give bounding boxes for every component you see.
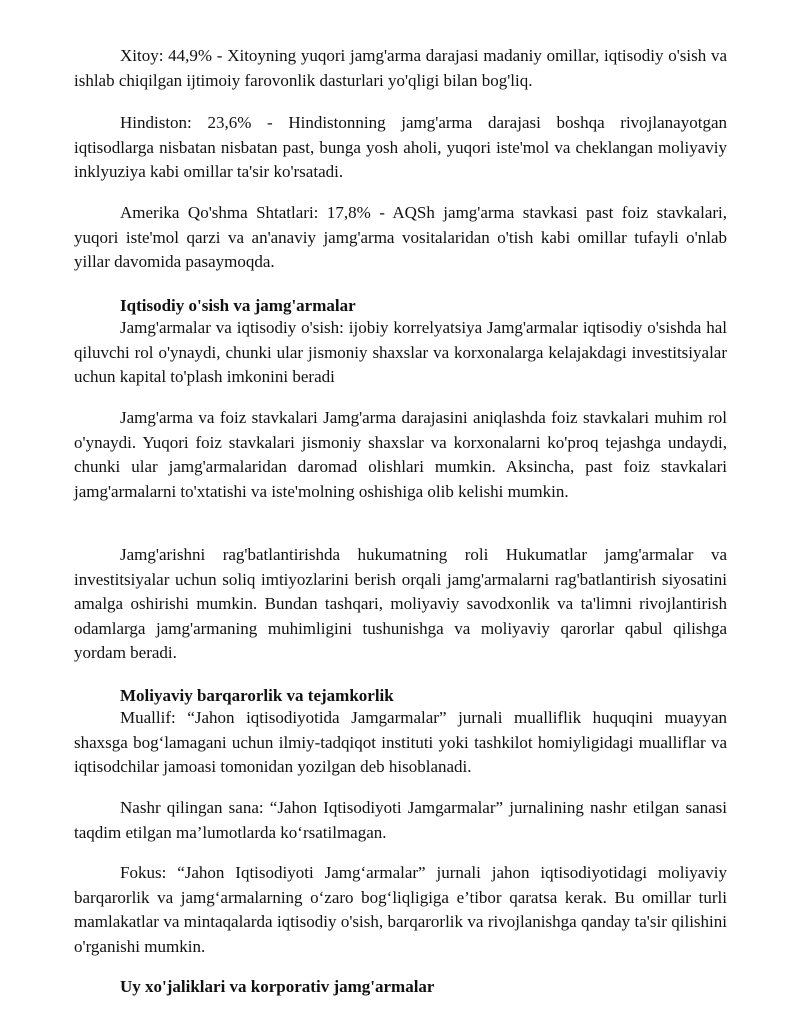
paragraph-focus: Fokus: “Jahon Iqtisodiyoti Jamg‘armalar” jurnali jahon iqtisodiyotidagi moliyaviy barqarorlik va jamg‘armalarning o‘zaro bog‘liqligiga e’tibor qaratsa kerak. Bu omillar turli mamlakatlar va mintaqalarda iqtisodiy o'sish, barqarorlik va rivojlanishga qanday ta'sir qilishini o'rganishi mumkin.	[74, 863, 727, 956]
paragraph-savings-growth: Jamg'armalar va iqtisodiy o'sish: ijobiy korrelyatsiya Jamg'armalar iqtisodiy o'sishda hal qiluvchi rol o'ynaydi, chunki ular jismoniy shaxslar va korxonalarga kelajakdagi investitsiyalar uchun kapital to'plash imkonini beradi	[74, 318, 727, 386]
paragraph-india: Hindiston: 23,6% - Hindistonning jamg'arma darajasi boshqa rivojlanayotgan iqtisodlarga nisbatan nisbatan past, bunga yosh aholi, yuqori iste'mol va cheklangan moliyaviy inklyuziya kabi omillar ta'sir ko'rsatadi.	[74, 113, 727, 181]
paragraph-interest-rates: Jamg'arma va foiz stavkalari Jamg'arma darajasini aniqlashda foiz stavkalari muhim rol o'ynaydi. Yuqori foiz stavkalari jismoniy shaxslar va korxonalarni ko'proq tejashga undaydi, chunki ular jamg'armalaridan daromad olishlari mumkin. Aksincha, past foiz stavkalari jamg'armalarni to'xtatishi va iste'molning oshishiga olib kelishi mumkin.	[74, 408, 727, 501]
paragraph-publication-date: Nashr qilingan sana: “Jahon Iqtisodiyoti Jamgarmalar” jurnalining nashr etilgan sanasi taqdim etilgan ma’lumotlarda ko‘rsatilmagan.	[74, 798, 727, 842]
paragraph-author: Muallif: “Jahon iqtisodiyotida Jamgarmalar” jurnali mualliflik huquqini muayyan shaxsga bog‘lamagani uchun ilmiy-tadqiqot instituti yoki tashkilot homiyligidagi mualliflar va iqtisodchilar jamoasi tomonidan yozilgan deb hisoblanadi.	[74, 708, 727, 776]
paragraph-usa: Amerika Qo'shma Shtatlari: 17,8% - AQSh jamg'arma stavkasi past foiz stavkalari, yuqori iste'mol qarzi va an'anaviy jamg'arma vositalaridan o'tish kabi omillar tufayli o'nlab yillar davomida pasaymoqda.	[74, 203, 727, 271]
paragraph-china: Xitoy: 44,9% - Xitoyning yuqori jamg'arma darajasi madaniy omillar, iqtisodiy o'sish va ishlab chiqilgan ijtimoiy farovonlik dasturlari yo'qligi bilan bog'liq.	[74, 46, 727, 90]
paragraph-government-role: Jamg'arishni rag'batlantirishda hukumatning roli Hukumatlar jamg'armalar va investitsiyalar uchun soliq imtiyozlarini berish orqali jamg'armalarni rag'batlantirish siyosatini amalga oshirishi mumkin. Bundan tashqari, moliyaviy savodxonlik va ta'limni rivojlantirish odamlarga jamg'armaning muhimligini tushunishga va moliyaviy qarorlar qabul qilishga yordam beradi.	[74, 545, 727, 662]
section-heading-household: Uy xo'jaliklari va korporativ jamg'armalar	[120, 977, 435, 996]
section-heading-growth: Iqtisodiy o'sish va jamg'armalar	[120, 296, 356, 315]
section-heading-stability: Moliyaviy barqarorlik va tejamkorlik	[120, 686, 394, 705]
